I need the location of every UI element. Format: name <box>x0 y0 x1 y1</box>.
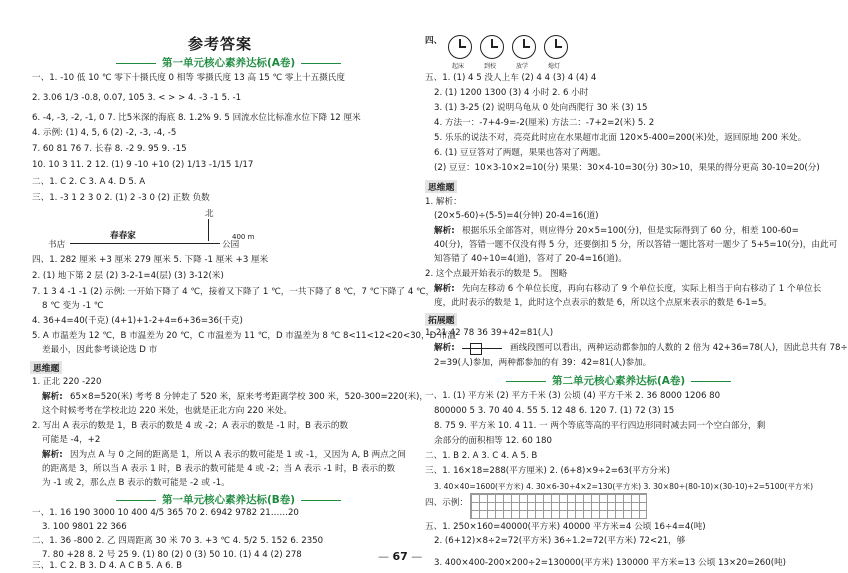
answer-line: 二、1. C 2. C 3. A 4. D 5. A <box>32 177 146 187</box>
thinking-heading: 思维题 <box>30 361 62 374</box>
page-number: — 67 — <box>378 550 422 563</box>
answer-line: 3. 40×40=1600(平方米) 4. 30×6-30÷4×2=130(平方米) 3. 30×80÷(80-10)×(30-10)÷2=5100(平方米) <box>434 482 814 491</box>
answer-line: 4. 36+4=40(千克) (4+1)+1-2+4=6+36=36(千克) <box>32 316 243 326</box>
answer-line: 2. 写出 A 表示的数是 1，B 表示的数是 4 或 -2；A 表示的数是 -1 时，B 表示的数 <box>32 421 349 431</box>
answer-line: 40(分)，答错一题不仅没有得 5 分，还要倒扣 5 分，所以答错一题比答对一题少了 5+5=10(分)，由此可 <box>434 240 838 250</box>
analysis-label: 解析: <box>42 450 63 460</box>
answer-line: 一、1. 16 190 3000 10 400 4/5 365 70 2. 6942 9782 21……20 <box>32 508 299 518</box>
answer-line: 4. 方法一：-7+4-9=-2(厘米) 方法二：-7+2=2(米) 5. 2 <box>434 118 655 128</box>
answer-line: 4. 示例: (1) 4, 5, 6 (2) -2, -3, -4, -5 <box>32 128 177 138</box>
answer-line: 根据乐乐全部答对，则应得分 20×5=100(分)，但是实际得到了 60 分，相差 100-60= <box>462 226 799 236</box>
answer-line: 2. 3.06 1/3 -0.8, 0.07, 105 3. < > > 4. -3 -1 5. -1 <box>32 93 242 103</box>
clock-caption: 起床 <box>452 63 465 70</box>
page-title: 参考答案 <box>188 35 253 53</box>
answer-line: 差最小，因此参考谈论选 D 市 <box>42 345 158 355</box>
answer-line: 五、1. (1) 4 5 没人上车 (2) 4 4 (3) 4 (4) 4 <box>425 73 597 83</box>
answer-line: 五、1. 250×160=40000(平方米) 40000 平方米=4 公顷 16÷4=4(吨) <box>425 522 706 532</box>
answer-line: 四、1. 282 厘米 +3 厘米 279 厘米 5. 下降 -1 厘米 +3 厘米 <box>32 255 269 265</box>
clock-caption: 放学 <box>516 63 529 70</box>
section-title-unit1-b: 第一单元核心素养达标(B卷) <box>110 492 347 507</box>
answer-line: 三、1. -3 1 2 3 0 2. (1) 2 -3 0 (2) 正数 负数 <box>32 193 210 203</box>
answer-line: 800000 5 3. 70 40 4. 55 5. 12 48 6. 120 7. (1) 72 (3) 15 <box>434 406 675 416</box>
answer-line: 2. (6+12)×8÷2=72(平方米) 36÷1.2=72(平方米) 72<21，够 <box>434 536 686 546</box>
answer-line: 这个时候考考在学校北边 220 米处，也就是正北方向 220 米处。 <box>42 406 292 416</box>
answer-line: 知答错了 40÷10=4(道)，答对了 20-4=16(道)。 <box>434 254 627 264</box>
map-label-park: 公园 <box>222 240 240 250</box>
clock-icon <box>512 35 536 59</box>
answer-line: 5. A 市温差为 12 ℃，B 市温差为 20 ℃，C 市温差为 11 ℃，D 市温差为 8 ℃ 8<11<12<20<30，D 市温 <box>32 331 457 341</box>
scale-label: 400 m <box>232 233 255 241</box>
grid-figure <box>470 493 647 519</box>
answer-line: 1. 21 42 78 36 39+42=81(人) <box>425 328 554 338</box>
clock-icon <box>480 35 504 59</box>
answer-line: 三、1. 16×18=288(平方厘米) 2. (6+8)×9÷2=63(平方分米) <box>425 466 670 476</box>
answer-line: 3. (1) 3-25 (2) 说明乌龟从 0 处向西爬行 30 米 (3) 15 <box>434 103 648 113</box>
answer-line: 10. 10 3 11. 2 12. (1) 9 -10 +10 (2) 1/13 -1/15 1/17 <box>32 160 254 170</box>
question-4-label: 四、 <box>425 36 443 46</box>
answer-line: 三、1. C 2. B 3. D 4. A C B 5. A 6. B <box>32 561 182 571</box>
analysis-label: 解析: <box>434 226 455 236</box>
section-title-unit1-a: 第一单元核心素养达标(A卷) <box>110 55 347 70</box>
analysis-label: 解析: <box>42 392 63 402</box>
answer-line: (20×5-60)÷(5-5)=4(分钟) 20-4=16(道) <box>434 211 599 221</box>
answer-line: 的距离是 3，所以当 A 表示 1 时，B 表示的数可能是 4 或 -2；当 A 表示 -1 时，B 表示的数 <box>42 464 396 474</box>
answer-line: 二、1. B 2. A 3. C 4. A 5. B <box>425 451 538 461</box>
map-line <box>70 243 220 244</box>
answer-line: 6. (1) 豆豆答对了两题，果果也答对了两题。 <box>434 148 606 158</box>
analysis-label: 解析: <box>434 343 455 353</box>
answer-line: 5. 乐乐的说法不对，亮亮此时应在水果超市北面 120×5-400=200(米)处，返回原地 200 米处。 <box>434 133 807 143</box>
segment-diagram <box>462 348 502 349</box>
expand-heading: 拓展题 <box>425 313 457 326</box>
answer-line: 65×8=520(米) 考考 8 分钟走了 520 米，原来考考距离学校 300 米，520-300=220(米)， <box>70 392 428 402</box>
answer-line: 四、示例： <box>425 498 468 508</box>
answer-line: 7. 1 3 4 -1 -1 (2) 示例: 一开始下降了 4 ℃，接着又下降了 1 ℃，一共下降了 8 ℃，7 ℃下降了 4 ℃， <box>32 287 435 297</box>
answer-line: 可能是 -4，+2 <box>42 435 101 445</box>
north-label: 北 <box>205 209 214 219</box>
answer-line: 3. 100 9801 22 366 <box>42 522 127 532</box>
answer-line: 8. 75 9. 平方米 10. 4 11. 一 两个等底等高的平行四边形同时减去同一个空白部分，剩 <box>434 421 766 431</box>
answer-line: 8 ℃ 变为 -1 ℃ <box>42 301 104 311</box>
answer-line: 一、1. (1) 平方米 (2) 平方千米 (3) 公顷 (4) 平方千米 2. 36 8000 1206 80 <box>425 391 721 401</box>
answer-line: 一、1. -10 低 10 ℃ 零下十摄氏度 0 相等 零摄氏度 13 高 15 ℃ 零上十五摄氏度 <box>32 73 345 83</box>
answer-line: 2=39(人)参加，两种都参加的有 39：42=81(人)参加。 <box>434 358 652 368</box>
clock-caption: 到校 <box>484 63 497 70</box>
answer-line: 先向左移动 6 个单位长度，再向右移动了 9 个单位长度，实际上相当于向右移动了 1 个单位长 <box>462 284 822 294</box>
answer-line: (2) 豆豆：10×3-10×2=10(分) 果果：30×4-10=30(分) 30>10，果果的得分更高 30-10=20(分) <box>434 163 820 173</box>
answer-line: 2. (1) 地下第 2 层 (2) 3-2-1=4(层) (3) 3-12(米) <box>32 271 224 281</box>
answer-line: 度，此时表示的数是 1，此时这个点表示的数是 6，所以这个点原来表示的数是 6-1=5。 <box>434 298 773 308</box>
answer-line: 为 -1 或 2，那么点 B 表示的数可能是 -2 或 -1。 <box>42 478 230 488</box>
answer-line: 2. 这个点最开始表示的数是 5。 图略 <box>425 269 568 279</box>
section-title-unit2-a: 第二单元核心素养达标(A卷) <box>500 373 737 388</box>
clock-icon <box>448 35 472 59</box>
north-arrow <box>208 219 209 241</box>
thinking-heading: 思维题 <box>425 180 457 193</box>
answer-line: 3. 400×400-200×200÷2=130000(平方米) 130000 平方米=13 公顷 13×20=260(吨) <box>434 558 787 568</box>
answer-line: 6. -4, -3, -2, -1, 0 7. 比5米深的海底 8. 1.2% 9. 5 回流水位比标准水位下降 12 厘米 <box>32 113 361 123</box>
answer-line: 2. (1) 1200 1300 (3) 4 小时 2. 6 小时 <box>434 88 589 98</box>
answer-line: 画线段图可以看出，两种运动都参加的人数的 2 倍为 42+36=78(人)，因此总共有 78÷ <box>510 343 848 353</box>
map-label-bookstore: 书店 <box>48 240 66 250</box>
answer-line: 7. 60 81 76 7. 长春 8. -2 9. 95 9. -15 <box>32 144 187 154</box>
answer-line: 1. 正北 220 -220 <box>32 377 102 387</box>
clock-caption: 熄灯 <box>548 63 561 70</box>
answer-line: 因为点 A 与 0 之间的距离是 1，所以 A 表示的数可能是 1 或 -1，又因为 A, B 两点之间 <box>70 450 406 460</box>
clock-icon <box>544 35 568 59</box>
segment-diagram-box <box>470 343 482 355</box>
answer-line: 1. 解析： <box>425 197 462 207</box>
map-label-home: 春春家 <box>110 231 136 241</box>
analysis-label: 解析: <box>434 284 455 294</box>
answer-line: 7. 80 +28 8. 2 号 25 9. (1) 80 (2) 0 (3) 50 10. (1) 4 4 (2) 278 <box>42 550 302 560</box>
answer-line: 余部分的面积相等 12. 60 180 <box>434 436 552 446</box>
answer-line: 二、1. 36 -800 2. 乙 四周距离 30 米 70 3. +3 ℃ 4. 5/2 5. 152 6. 2350 <box>32 536 324 546</box>
